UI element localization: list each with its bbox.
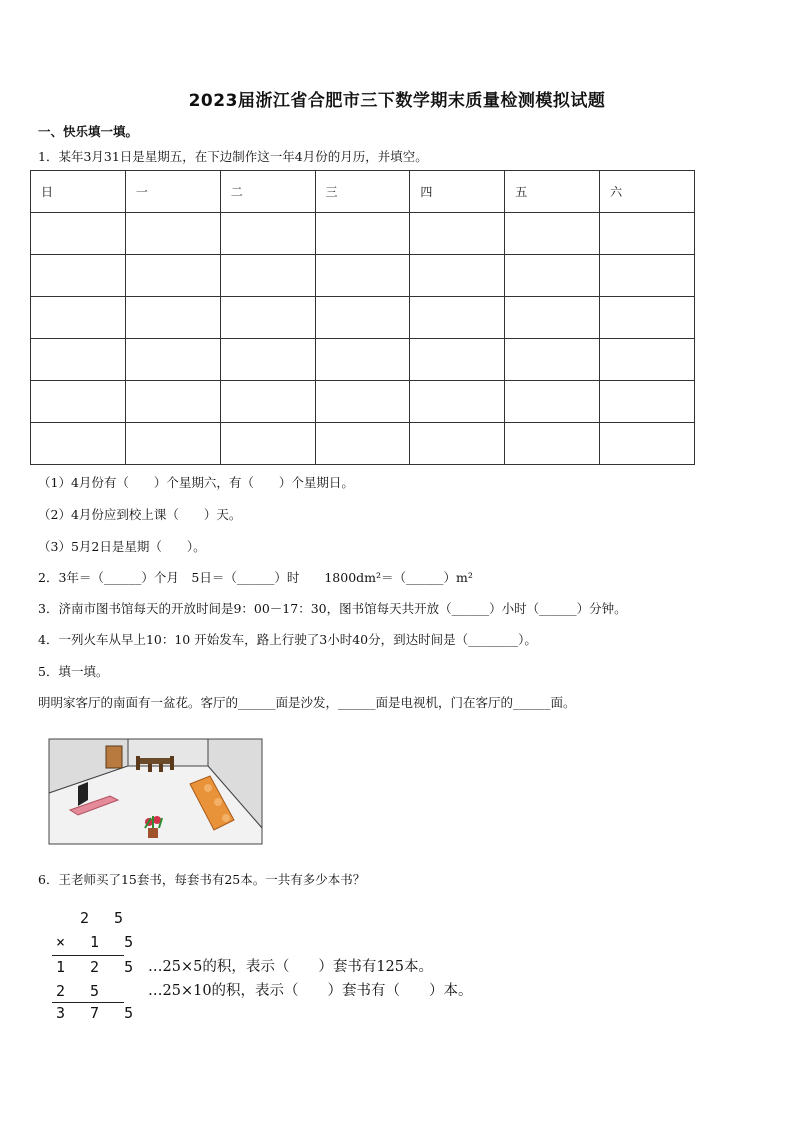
door-icon: [106, 746, 122, 768]
question-6-note-2: …25×10的积，表示（ ）套书有（ ）本。: [148, 983, 473, 999]
chair-icon: [136, 756, 140, 770]
weekday-tue: 二: [220, 171, 315, 213]
calendar-cell[interactable]: [410, 339, 505, 381]
calendar-cell[interactable]: [315, 423, 410, 465]
calendar-cell[interactable]: [505, 381, 600, 423]
calendar-cell[interactable]: [600, 255, 695, 297]
sofa-cushion-icon: [214, 798, 222, 806]
section-heading: 一、快乐填一填。: [38, 124, 139, 139]
calendar-cell[interactable]: [220, 213, 315, 255]
calendar-header-row: [31, 171, 695, 213]
calendar-row: [31, 381, 695, 423]
living-room-illustration: [48, 738, 264, 848]
calendar-cell[interactable]: [315, 297, 410, 339]
multiplication-line: [52, 955, 124, 956]
calendar-cell[interactable]: [220, 339, 315, 381]
calendar-cell[interactable]: [600, 213, 695, 255]
calendar-cell[interactable]: [315, 255, 410, 297]
question-2: 2．3年＝（______）个月 5日＝（______）时 1800dm²＝（______）m²: [38, 570, 473, 585]
calendar-cell[interactable]: [410, 381, 505, 423]
question-6-text: 6．王老师买了15套书，每套书有25本。一共有多少本书？: [38, 872, 366, 887]
calendar-cell[interactable]: [600, 339, 695, 381]
calendar-table: [30, 170, 695, 465]
weekday-mon: 一: [125, 171, 220, 213]
calendar-cell[interactable]: [505, 213, 600, 255]
weekday-fri: 五: [505, 171, 600, 213]
calendar-cell[interactable]: [31, 381, 126, 423]
calendar-cell[interactable]: [125, 213, 220, 255]
flower-pot-icon: [148, 828, 158, 838]
question-5-label: 5．填一填。: [38, 664, 109, 679]
vertical-multiplication-row: × 1 5: [56, 933, 142, 951]
calendar-row: [31, 213, 695, 255]
calendar-cell[interactable]: [31, 255, 126, 297]
vertical-multiplication-row: 2 5: [56, 982, 108, 1000]
calendar-cell[interactable]: [410, 213, 505, 255]
calendar-cell[interactable]: [125, 423, 220, 465]
question-6-note-1: …25×5的积，表示（ ）套书有125本。: [148, 959, 434, 975]
question-1-sub-1: （1）4月份有（ ）个星期六，有（ ）个星期日。: [38, 475, 354, 490]
question-1-sub-2: （2）4月份应到校上课（ ）天。: [38, 507, 242, 522]
sofa-cushion-icon: [222, 814, 230, 822]
calendar-cell[interactable]: [505, 255, 600, 297]
calendar-cell[interactable]: [220, 423, 315, 465]
table-icon: [140, 758, 170, 764]
calendar-cell[interactable]: [125, 297, 220, 339]
calendar-cell[interactable]: [315, 213, 410, 255]
weekday-sat: 六: [600, 171, 695, 213]
calendar-cell[interactable]: [220, 297, 315, 339]
chair-icon: [148, 764, 152, 772]
calendar-cell[interactable]: [125, 339, 220, 381]
weekday-thu: 四: [410, 171, 505, 213]
vertical-multiplication-row: 3 7 5: [56, 1004, 142, 1022]
calendar-cell[interactable]: [600, 381, 695, 423]
calendar-cell[interactable]: [315, 381, 410, 423]
calendar-cell[interactable]: [505, 297, 600, 339]
question-1-text: 1．某年3月31日是星期五，在下边制作这一年4月份的月历，并填空。: [38, 149, 428, 164]
calendar-cell[interactable]: [31, 339, 126, 381]
calendar-cell[interactable]: [505, 339, 600, 381]
calendar-cell[interactable]: [125, 255, 220, 297]
calendar-row: [31, 423, 695, 465]
calendar-cell[interactable]: [315, 339, 410, 381]
calendar-cell[interactable]: [220, 255, 315, 297]
calendar-cell[interactable]: [600, 297, 695, 339]
chair-icon: [170, 756, 174, 770]
calendar-cell[interactable]: [410, 297, 505, 339]
calendar-cell[interactable]: [600, 423, 695, 465]
calendar-row: [31, 255, 695, 297]
weekday-sun: 日: [31, 171, 126, 213]
calendar-cell[interactable]: [31, 297, 126, 339]
question-5-text: 明明家客厅的南面有一盆花。客厅的______面是沙发，______面是电视机，门在客厅的______面。: [38, 695, 576, 710]
calendar-cell[interactable]: [31, 213, 126, 255]
question-3: 3．济南市图书馆每天的开放时间是9：00－17：30，图书馆每天共开放（______）小时（______）分钟。: [38, 601, 627, 616]
calendar-cell[interactable]: [125, 381, 220, 423]
vertical-multiplication-row: 2 5: [80, 909, 132, 927]
question-1-sub-3: （3）5月2日是星期（ ）。: [38, 539, 206, 554]
calendar-cell[interactable]: [410, 423, 505, 465]
calendar-cell[interactable]: [220, 381, 315, 423]
vertical-multiplication-row: 1 2 5: [56, 958, 142, 976]
calendar-row: [31, 297, 695, 339]
multiplication-line: [52, 1002, 124, 1003]
calendar-cell[interactable]: [31, 423, 126, 465]
calendar-cell[interactable]: [505, 423, 600, 465]
question-4: 4．一列火车从早上10：10 开始发车，路上行驶了3小时40分，到达时间是（________）。: [38, 632, 537, 647]
chair-icon: [159, 764, 163, 772]
sofa-cushion-icon: [204, 784, 212, 792]
calendar-row: [31, 339, 695, 381]
calendar-cell[interactable]: [410, 255, 505, 297]
weekday-wed: 三: [315, 171, 410, 213]
page-title: 2023届浙江省合肥市三下数学期末质量检测模拟试题: [188, 91, 606, 111]
